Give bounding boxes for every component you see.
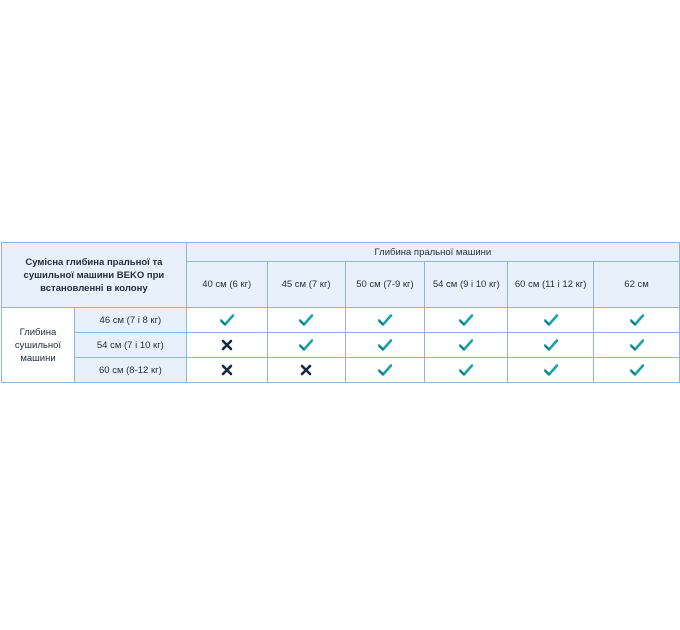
check-icon — [594, 333, 680, 358]
check-icon — [425, 333, 508, 358]
table-row — [2, 333, 680, 358]
table-row — [2, 308, 680, 333]
check-icon — [508, 333, 594, 358]
check-icon — [186, 308, 267, 333]
row-label: 54 см (7 і 10 кг) — [74, 333, 186, 358]
column-header: 40 см (6 кг) — [186, 262, 267, 308]
cross-icon — [186, 358, 267, 383]
column-header: 62 см — [594, 262, 680, 308]
check-icon — [345, 358, 425, 383]
check-icon — [345, 308, 425, 333]
dryer-depth-group-header: Глибина сушильної машини — [2, 308, 75, 383]
check-icon — [267, 308, 345, 333]
check-icon — [425, 308, 508, 333]
column-header: 54 см (9 і 10 кг) — [425, 262, 508, 308]
table-row — [2, 358, 680, 383]
row-label: 46 см (7 і 8 кг) — [74, 308, 186, 333]
corner-title: Сумісна глибина пральної та сушильної машини BEKO при встановленні в колону — [2, 243, 187, 308]
check-icon — [508, 308, 594, 333]
column-header: 45 см (7 кг) — [267, 262, 345, 308]
cross-icon — [186, 333, 267, 358]
check-icon — [594, 308, 680, 333]
check-icon — [425, 358, 508, 383]
check-icon — [267, 333, 345, 358]
column-header: 50 см (7-9 кг) — [345, 262, 425, 308]
check-icon — [508, 358, 594, 383]
check-icon — [594, 358, 680, 383]
row-label: 60 см (8-12 кг) — [74, 358, 186, 383]
column-header: 60 см (11 і 12 кг) — [508, 262, 594, 308]
washer-depth-group-header: Глибина пральної машини — [186, 243, 679, 262]
cross-icon — [267, 358, 345, 383]
compatibility-table — [1, 242, 680, 383]
check-icon — [345, 333, 425, 358]
